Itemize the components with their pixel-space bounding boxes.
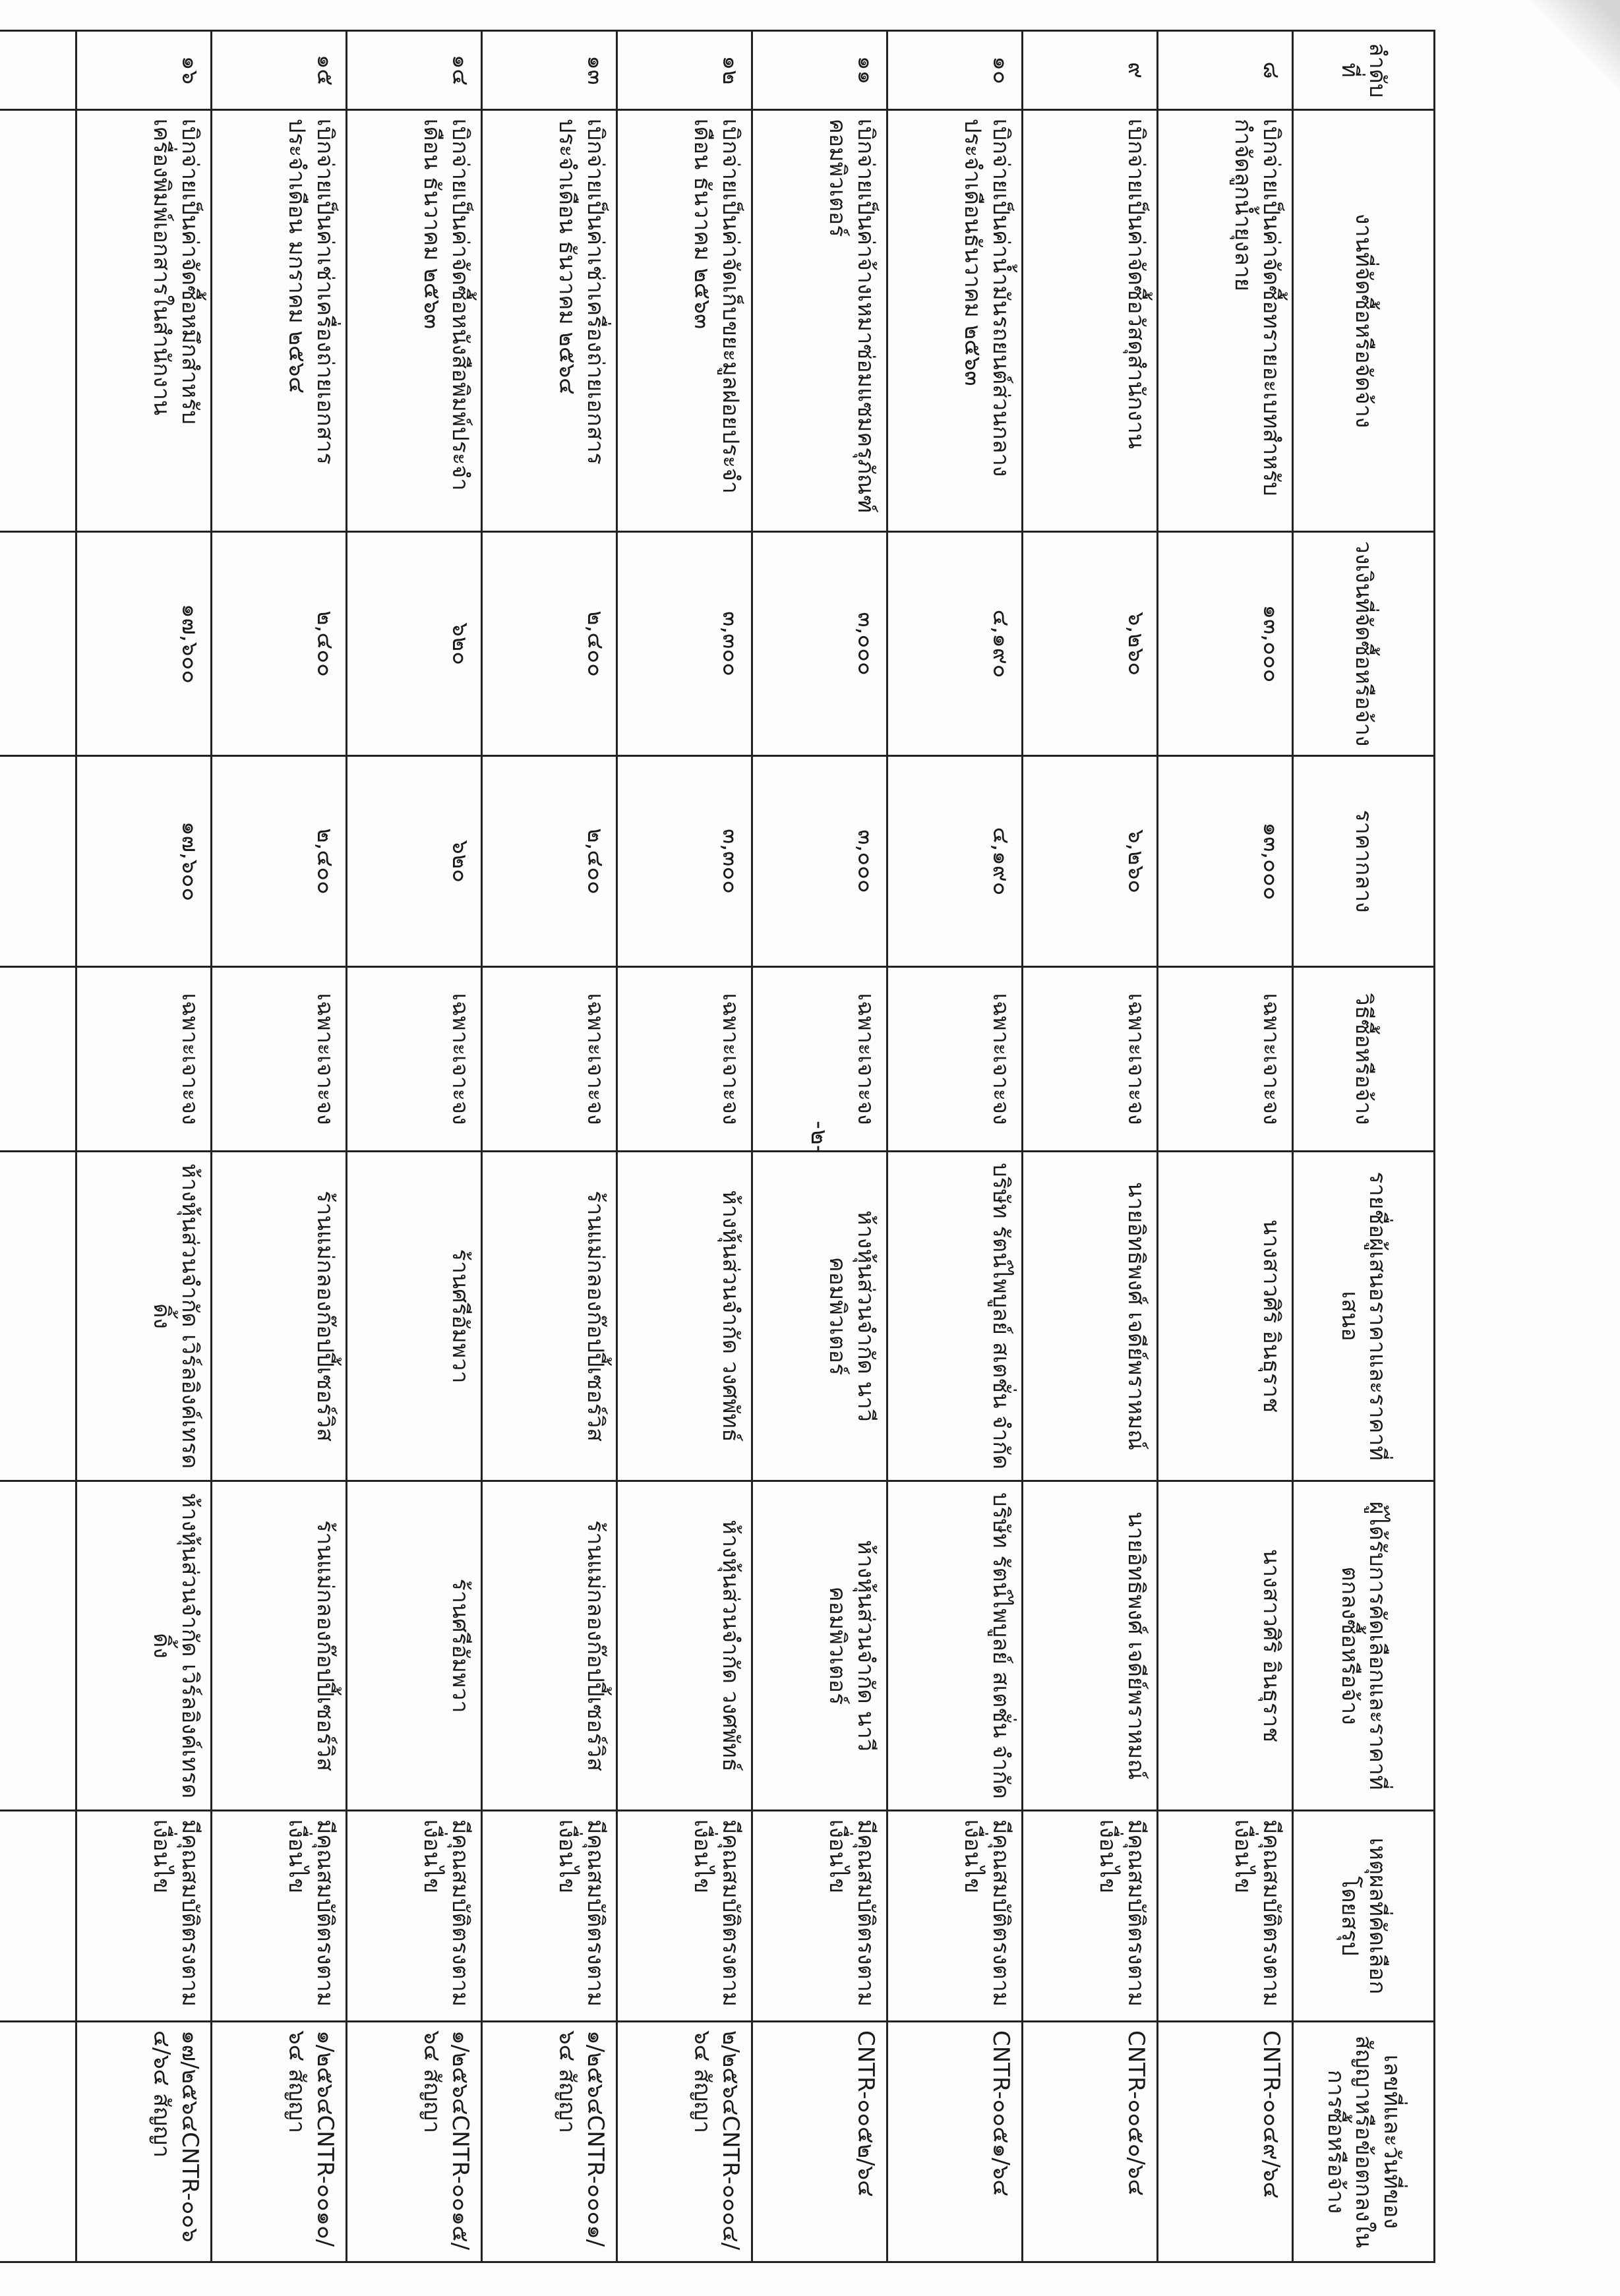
cell-winner: นายอิทธิพงศ์ เจดีย์พราหมณ์ [1023,1481,1158,1811]
cell-method: เฉพาะเจาะจง [752,967,887,1152]
cell-no: ๑๐ [887,31,1023,110]
cell-budget: ๔,๑๙๐ [887,532,1023,756]
cell-work: เบิกจ่ายเป็นค่าน้ำมันรถยนต์ส่วนกลาง ประจำเดือนธันวาคม ๒๕๖๓ [887,110,1023,532]
cell-no: ๑๕ [212,31,347,110]
cell-method: เฉพาะเจาะจง [347,967,482,1152]
cell-no: ๘ [1158,31,1293,110]
table-row [887,31,1023,2262]
cell-winner: ร้านศรีอัมพวา [347,1481,482,1811]
cell-method: เฉพาะเจาะจง [76,967,212,1152]
cell-budget: ๑๓,๐๐๐ [1158,532,1293,756]
cell-winner: ห้างหุ้นส่วนจำกัด นาวี คอมพิวเตอร์ [752,1481,887,1811]
table-row [752,31,887,2262]
cell-contract: ๑๗/๒๕๖๔CNTR-๐๐๖๔/๖๔ สัญญา [76,2022,212,2262]
cell-work [0,110,76,532]
cell-reason: มีคุณสมบัติตรงตามเงื่อนไข [1023,1811,1158,2022]
cell-method: เฉพาะเจาะจง [1158,967,1293,1152]
cell-budget: ๖,๒๖๐ [1023,532,1158,756]
cell-budget: ๓,๓๐๐ [617,532,752,756]
cell-reason: มีคุณสมบัติตรงตามเงื่อนไข [1158,1811,1293,2022]
cell-work: เบิกจ่ายเป็นค่าเช่าเครื่องถ่ายเอกสาร ประจำเดือน มกราคม ๒๕๖๔ [212,110,347,532]
cell-method: เฉพาะเจาะจง [617,967,752,1152]
cell-contract: CNTR-๐๐๕๑/๖๔ [887,2022,1023,2262]
cell-reason: มีคุณสมบัติตรงตามเงื่อนไข [347,1811,482,2022]
cell-method [0,967,76,1152]
cell-method: เฉพาะเจาะจง [1023,967,1158,1152]
table-row-empty [0,31,76,2262]
cell-winner: นางสาวศิริ อินธุราช [1158,1481,1293,1811]
header-method: วิธีซื้อหรือจ้าง [1293,967,1435,1152]
header-no: ลำดับที่ [1293,31,1435,110]
cell-work: เบิกจ่ายเป็นค่าจัดซื้อหนังสือพิมพ์ประจำเดือน ธันวาคม ๒๕๖๓ [347,110,482,532]
cell-median: ๑๓,๐๐๐ [1158,756,1293,967]
cell-reason: มีคุณสมบัติตรงตามเงื่อนไข [212,1811,347,2022]
cell-budget [0,532,76,756]
cell-work: เบิกจ่ายเป็นค่าจัดซื้อหมึกสำหรับเครื่องพิมพ์เอกสารในสำนักงาน [76,110,212,532]
table-header-row [1293,31,1435,2262]
cell-work: เบิกจ่ายเป็นค่าจัดซื้อทรายอะเบทสำหรับกำจัดลูกน้ำยุงลาย [1158,110,1293,532]
cell-median: ๓,๓๐๐ [617,756,752,967]
table-row [212,31,347,2262]
cell-budget: ๑๗,๖๐๐ [76,532,212,756]
header-winner: ผู้ได้รับการคัดเลือกและราคาที่ตกลงซื้อหรือจ้าง [1293,1481,1435,1811]
cell-median: ๔,๑๙๐ [887,756,1023,967]
cell-contract: CNTR-๐๐๕๒/๖๔ [752,2022,887,2262]
cell-no: ๑๔ [347,31,482,110]
cell-method: เฉพาะเจาะจง [482,967,617,1152]
cell-median: ๒,๔๐๐ [482,756,617,967]
cell-budget: ๒,๔๐๐ [482,532,617,756]
cell-reason: มีคุณสมบัติตรงตามเงื่อนไข [482,1811,617,2022]
table-row [1158,31,1293,2262]
table-row [482,31,617,2262]
cell-bidders: ร้านศรีอัมพวา [347,1152,482,1481]
cell-winner: บริษัท รัตน์ไพบูลย์ สเตชั่น จำกัด [887,1481,1023,1811]
table-row [347,31,482,2262]
cell-median: ๖๒๐ [347,756,482,967]
procurement-table [0,30,1435,2263]
cell-winner: ห้างหุ้นส่วนจำกัด เวิร์ลอิงค์เทรดดิ้ง [76,1481,212,1811]
header-reason: เหตุผลที่คัดเลือกโดยสรุป [1293,1811,1435,2022]
cell-no: ๙ [1023,31,1158,110]
cell-contract: CNTR-๐๐๔๙/๖๔ [1158,2022,1293,2262]
cell-method: เฉพาะเจาะจง [212,967,347,1152]
cell-median [0,756,76,967]
cell-no: ๑๒ [617,31,752,110]
cell-contract: ๑/๒๕๖๔CNTR-๐๐๐๑/๖๔ สัญญา [482,2022,617,2262]
cell-no: ๑๓ [482,31,617,110]
cell-winner: ห้างหุ้นส่วนจำกัด วงศพัทธ์ [617,1481,752,1811]
cell-budget: ๖๒๐ [347,532,482,756]
header-work: งานที่จัดซื้อหรือจัดจ้าง [1293,110,1435,532]
cell-winner: ร้านแม่กลองก๊อปปี้เซอร์วิส [212,1481,347,1811]
cell-winner [0,1481,76,1811]
cell-reason [0,1811,76,2022]
header-bidders: รายชื่อผู้เสนอราคาและราคาที่เสนอ [1293,1152,1435,1481]
page-number: -๒- [806,1121,833,1154]
cell-median: ๓,๐๐๐ [752,756,887,967]
cell-bidders: ร้านแม่กลองก๊อปปี้เซอร์วิส [212,1152,347,1481]
cell-work: เบิกจ่ายเป็นค่าเช่าเครื่องถ่ายเอกสาร ประจำเดือน ธันวาคม ๒๕๖๔ [482,110,617,532]
cell-bidders: บริษัท รัตน์ไพบูลย์ สเตชั่น จำกัด [887,1152,1023,1481]
table-row [617,31,752,2262]
cell-no: ๑๖ [76,31,212,110]
cell-median: ๒,๔๐๐ [212,756,347,967]
cell-bidders: นางสาวศิริ อินธุราช [1158,1152,1293,1481]
cell-work: เบิกจ่ายเป็นค่าจัดซื้อวัสดุสำนักงาน [1023,110,1158,532]
cell-bidders [0,1152,76,1481]
cell-no [0,31,76,110]
cell-reason: มีคุณสมบัติตรงตามเงื่อนไข [617,1811,752,2022]
cell-bidders: ห้างหุ้นส่วนจำกัด นาวี คอมพิวเตอร์ [752,1152,887,1481]
cell-no: ๑๑ [752,31,887,110]
cell-contract: ๑/๒๕๖๔CNTR-๐๐๑๐/๖๔ สัญญา [212,2022,347,2262]
cell-work: เบิกจ่ายเป็นค่าจัดเก็บขยะมูลฝอยประจำเดือน ธันวาคม ๒๕๖๓ [617,110,752,532]
cell-budget: ๒,๔๐๐ [212,532,347,756]
cell-median: ๑๗,๖๐๐ [76,756,212,967]
cell-winner: ร้านแม่กลองก๊อปปี้เซอร์วิส [482,1481,617,1811]
cell-median: ๖,๒๖๐ [1023,756,1158,967]
header-budget: วงเงินที่จัดซื้อหรือจ้าง [1293,532,1435,756]
cell-budget: ๓,๐๐๐ [752,532,887,756]
cell-bidders: ห้างหุ้นส่วนจำกัด วงศพัทธ์ [617,1152,752,1481]
table-row [1023,31,1158,2262]
header-contract: เลขที่และวันที่ของสัญญาหรือข้อตกลงในการซื้อหรือจ้าง [1293,2022,1435,2262]
cell-contract: CNTR-๐๐๕๐/๖๔ [1023,2022,1158,2262]
table-row [76,31,212,2262]
cell-contract: ๑/๒๕๖๔CNTR-๐๐๑๕/๖๔ สัญญา [347,2022,482,2262]
cell-bidders: ห้างหุ้นส่วนจำกัด เวิร์ลอิงค์เทรดดิ้ง [76,1152,212,1481]
cell-method: เฉพาะเจาะจง [887,967,1023,1152]
cell-bidders: นายอิทธิพงศ์ เจดีย์พราหมณ์ [1023,1152,1158,1481]
cell-contract [0,2022,76,2262]
header-median: ราคากลาง [1293,756,1435,967]
cell-reason: มีคุณสมบัติตรงตามเงื่อนไข [76,1811,212,2022]
cell-reason: มีคุณสมบัติตรงตามเงื่อนไข [887,1811,1023,2022]
cell-bidders: ร้านแม่กลองก๊อปปี้เซอร์วิส [482,1152,617,1481]
cell-contract: ๒/๒๕๖๔CNTR-๐๐๐๔/๖๔ สัญญา [617,2022,752,2262]
cell-reason: มีคุณสมบัติตรงตามเงื่อนไข [752,1811,887,2022]
cell-work: เบิกจ่ายเป็นค่าจ้างเหมาซ่อมแซมครุภัณฑ์คอมพิวเตอร์ [752,110,887,532]
